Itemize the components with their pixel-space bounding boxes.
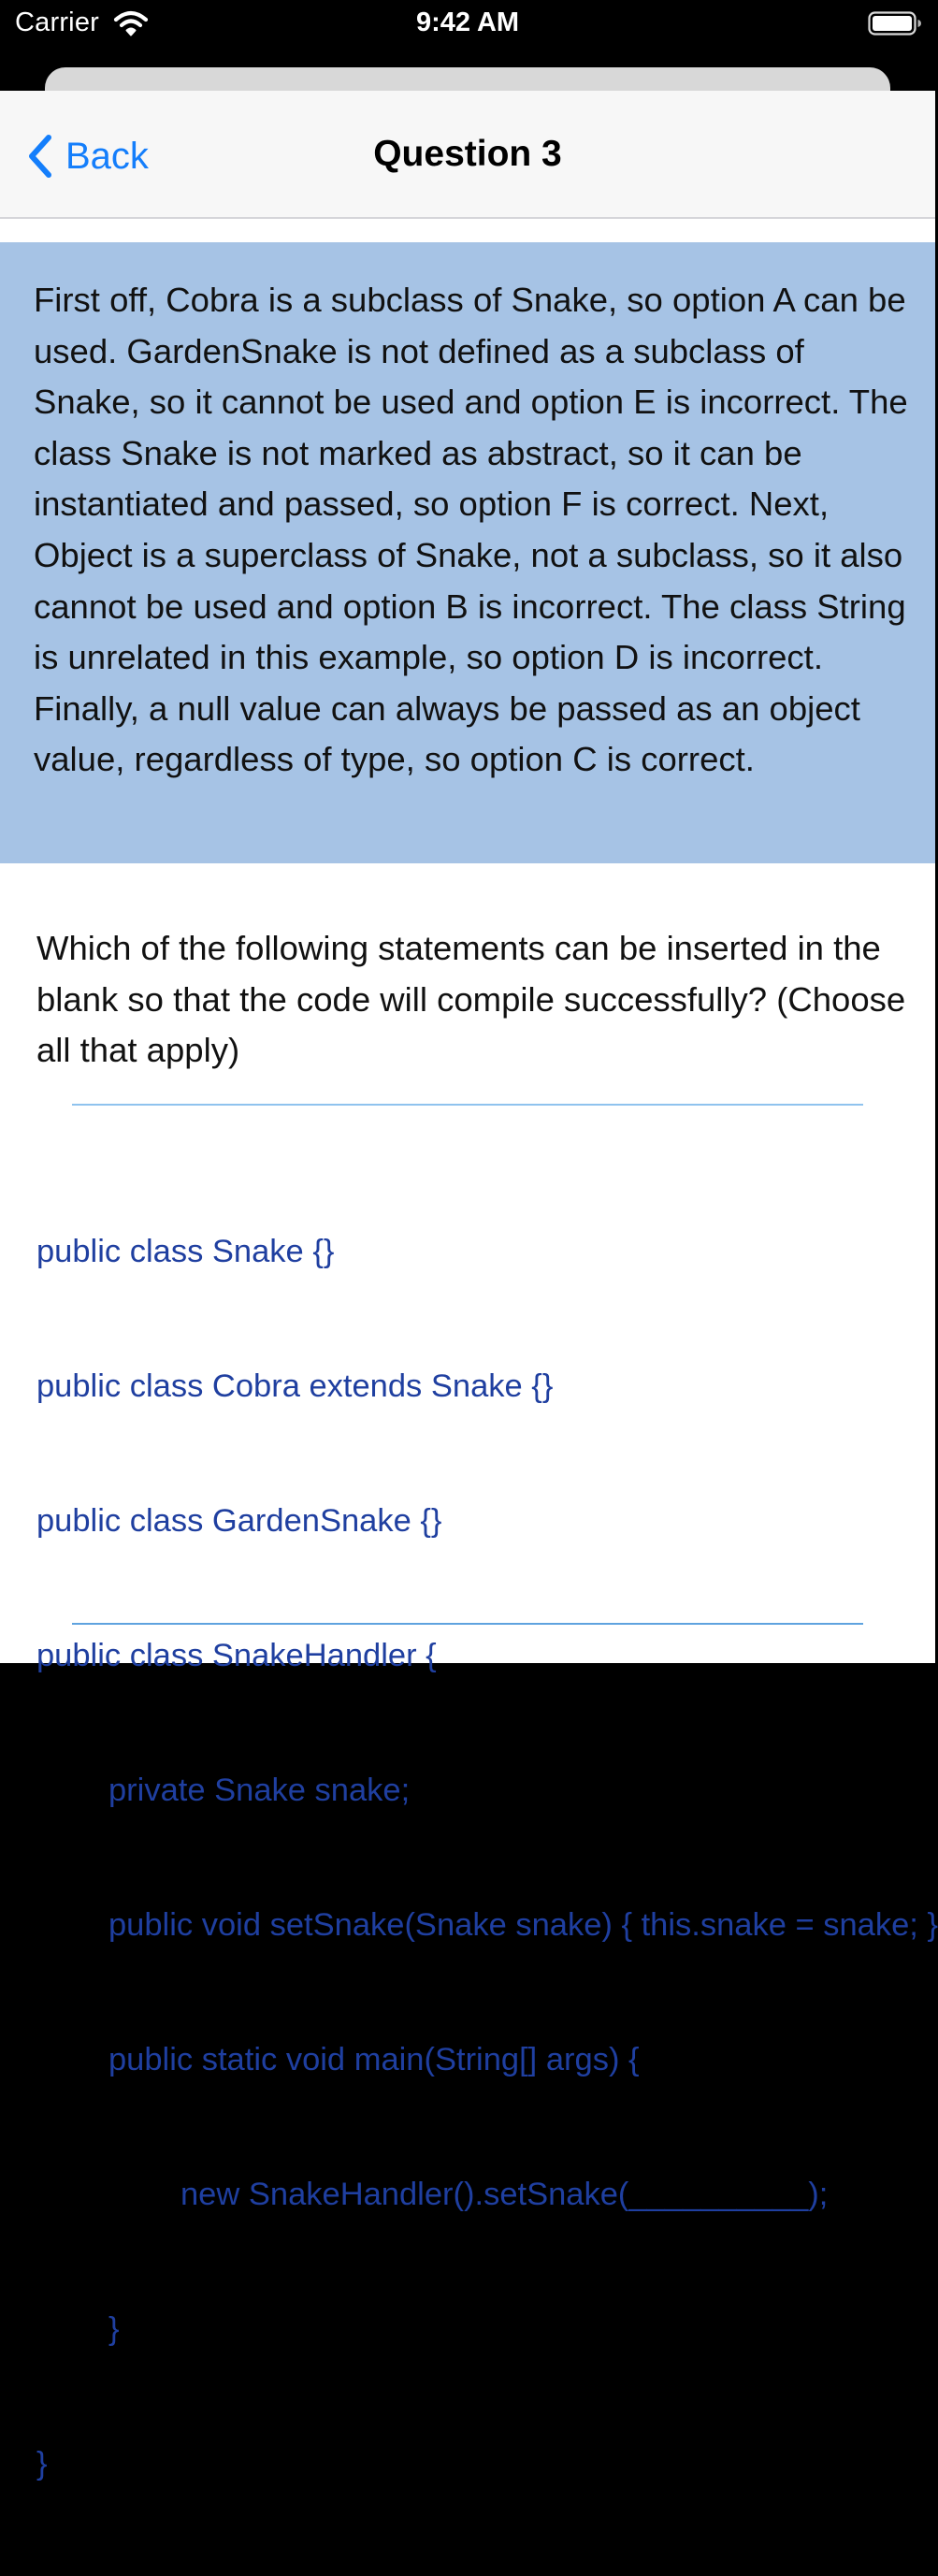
code-line: } bbox=[108, 2311, 120, 2347]
code-line: } bbox=[36, 2446, 48, 2482]
code-line: public class Snake {} bbox=[36, 1234, 335, 1269]
code-line: public void setSnake(Snake snake) { this.snake = snake; } bbox=[108, 1907, 938, 1943]
code-line: private Snake snake; bbox=[108, 1773, 411, 1808]
back-button-label: Back bbox=[65, 135, 149, 177]
explanation-text: First off, Cobra is a subclass of Snake, so option A can be used. GardenSnake is not defined as a subclass of Snake, so it cannot be used and option E is incorrect. The class Snake is not marked as abstract, so it can be instantiated and passed, so option F is correct. Next, Object is a superclass of Snake, not a subclass, so it also cannot be used and option B is incorrect. The class String is unrelated in this example, so option D is incorrect. Finally, a null value can always be passed as an object value, regardless of type, so option C is correct. bbox=[34, 281, 908, 779]
code-line: public class SnakeHandler { bbox=[36, 1638, 437, 1673]
code-line: new SnakeHandler().setSnake(__________); bbox=[180, 2177, 829, 2212]
answer-explanation bbox=[0, 242, 935, 863]
divider bbox=[72, 1104, 863, 1106]
carrier-label: Carrier bbox=[15, 7, 100, 37]
question-text: Which of the following statements can be inserted in the blank so that the code will compile successfully? (Choose all that apply) bbox=[36, 929, 906, 1070]
navigation-bar bbox=[0, 91, 935, 219]
status-bar bbox=[0, 0, 935, 56]
modal-sheet bbox=[0, 91, 938, 2482]
code-line: public class Cobra extends Snake {} bbox=[36, 1368, 554, 1404]
divider bbox=[72, 1623, 863, 1625]
code-line: public class GardenSnake {} bbox=[36, 1503, 442, 1539]
battery-icon bbox=[868, 11, 922, 40]
page-title: Question 3 bbox=[373, 134, 562, 174]
status-time: 9:42 AM bbox=[415, 7, 520, 37]
code-line: public static void main(String[] args) { bbox=[108, 2042, 640, 2077]
code-snippet bbox=[36, 1139, 938, 2576]
